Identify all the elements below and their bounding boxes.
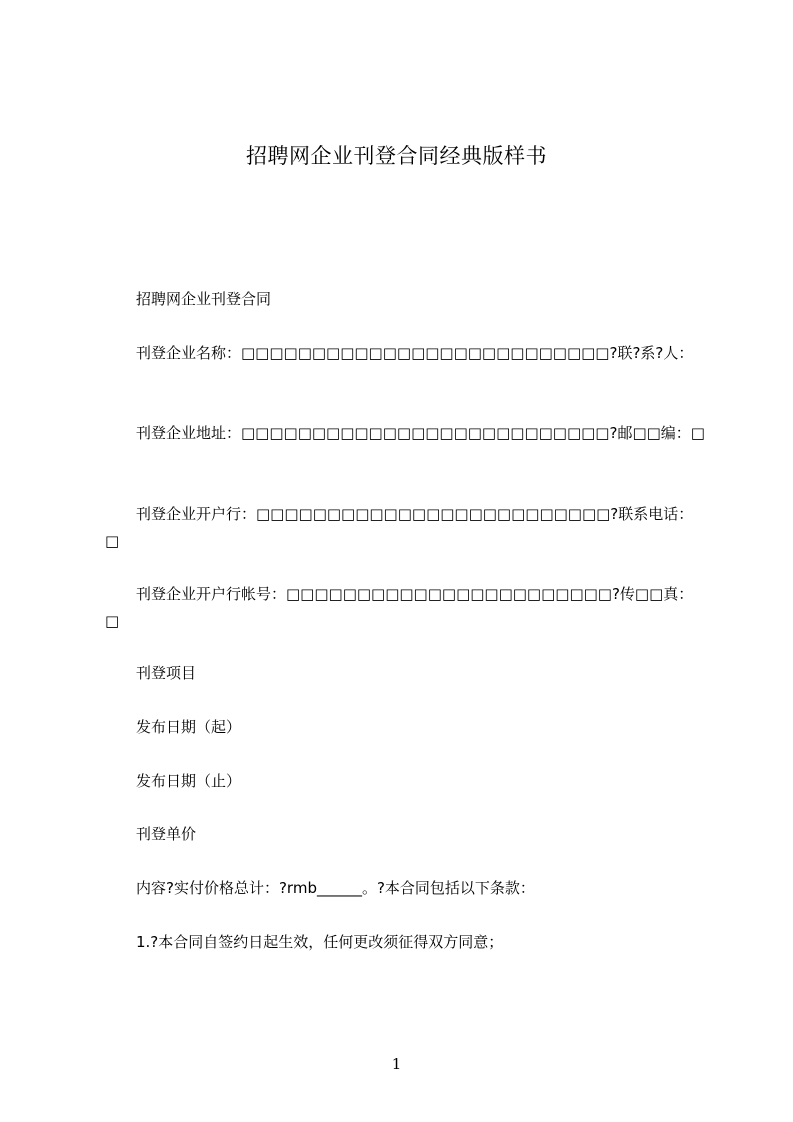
field-company-name: 刊登企业名称：□□□□□□□□□□□□□□□□□□□□□□□□□□?联?系?人：: [136, 344, 694, 362]
item-publish-date-end: 发布日期（止）: [136, 772, 242, 790]
item-publish-date-start: 发布日期（起）: [136, 718, 242, 736]
contract-heading: 招聘网企业刊登合同: [136, 290, 272, 308]
clause-1: 1.?本合同自签约日起生效，任何更改须征得双方同意；: [136, 933, 504, 951]
item-content-total-price: 内容?实付价格总计：?rmb______。?本合同包括以下条款：: [136, 879, 535, 897]
field-company-address: 刊登企业地址：□□□□□□□□□□□□□□□□□□□□□□□□□□?邮□□编：□: [136, 424, 705, 442]
field-company-bank-account: 刊登企业开户行帐号：□□□□□□□□□□□□□□□□□□□□□□□?传□□真：□: [105, 585, 694, 630]
field-company-bank: 刊登企业开户行：□□□□□□□□□□□□□□□□□□□□□□□□□?联系电话：□: [105, 505, 694, 550]
item-publishing-project: 刊登项目: [136, 664, 197, 682]
document-title: 招聘网企业刊登合同经典版样书: [246, 144, 547, 168]
page-number: 1: [391, 1055, 402, 1073]
item-unit-price: 刊登单价: [136, 825, 197, 843]
